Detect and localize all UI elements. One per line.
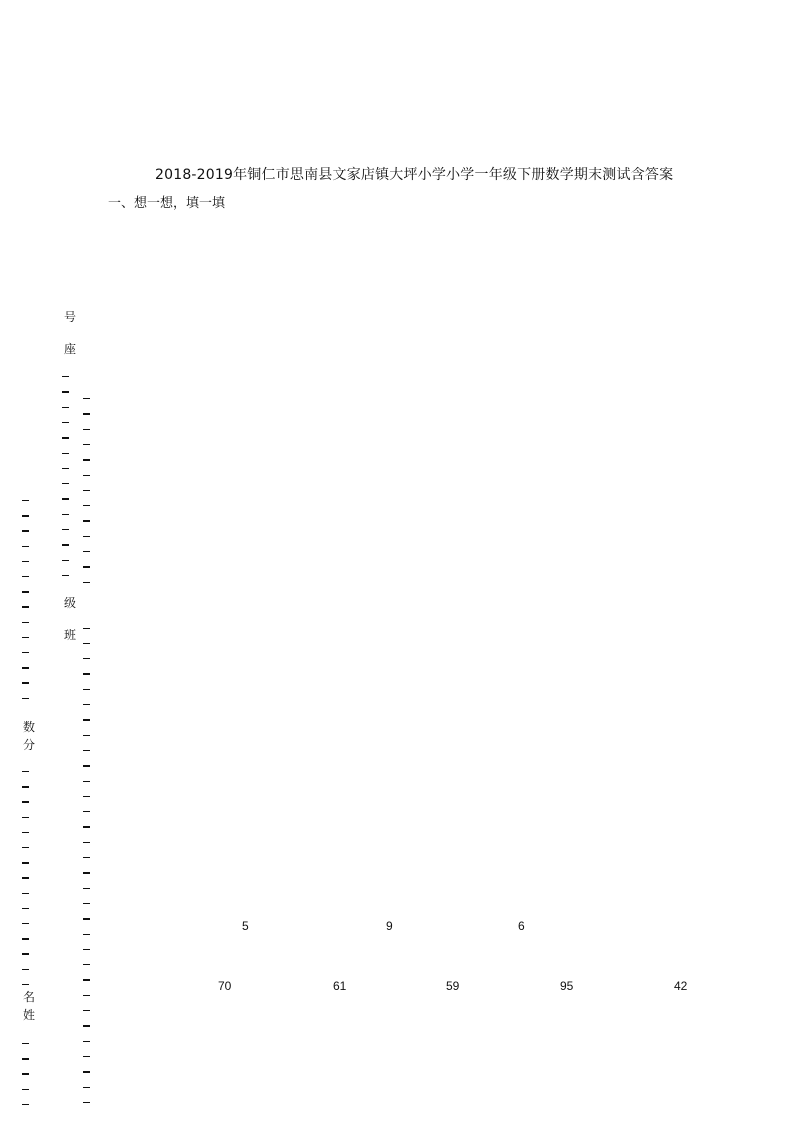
binding-dash xyxy=(83,444,90,445)
binding-dash xyxy=(83,735,90,736)
binding-dash xyxy=(83,888,90,889)
number-item: 61 xyxy=(333,979,347,993)
binding-dash xyxy=(83,658,90,659)
binding-dash xyxy=(83,429,90,430)
name-label-char: 名 xyxy=(22,990,35,1004)
class-label-char: 班 xyxy=(63,628,76,642)
binding-dash xyxy=(22,546,29,547)
binding-dash xyxy=(62,483,69,484)
binding-dash xyxy=(22,606,29,607)
binding-dash xyxy=(62,376,69,377)
binding-dash xyxy=(83,995,90,996)
seat-label-char: 座 xyxy=(63,342,76,356)
binding-dash xyxy=(62,514,69,515)
binding-dash xyxy=(22,938,29,939)
binding-dash xyxy=(62,422,69,423)
binding-dash xyxy=(62,468,69,469)
binding-dash xyxy=(22,1058,29,1059)
binding-dash xyxy=(83,551,90,552)
binding-dash xyxy=(22,576,29,577)
seat-label-char: 号 xyxy=(63,310,76,324)
binding-dash xyxy=(22,698,29,699)
binding-dash xyxy=(22,652,29,653)
name-label-char: 姓 xyxy=(22,1008,35,1022)
binding-dash xyxy=(83,765,90,766)
binding-dash xyxy=(83,1025,90,1026)
binding-dash xyxy=(83,582,90,583)
binding-dash xyxy=(22,667,29,668)
binding-dash xyxy=(83,826,90,827)
binding-dash xyxy=(22,984,29,985)
binding-dash xyxy=(83,1087,90,1088)
binding-dash xyxy=(83,490,90,491)
binding-dash xyxy=(83,903,90,904)
binding-dash xyxy=(83,628,90,629)
binding-dash xyxy=(22,1073,29,1074)
number-item: 95 xyxy=(560,979,574,993)
binding-dash xyxy=(83,1056,90,1057)
binding-dash xyxy=(22,500,29,501)
binding-dash xyxy=(83,964,90,965)
binding-dash xyxy=(83,520,90,521)
binding-dash xyxy=(83,475,90,476)
document-title: 2018-2019年铜仁市思南县文家店镇大坪小学小学一年级下册数学期末测试含答案 xyxy=(155,167,674,183)
binding-dash xyxy=(83,750,90,751)
binding-dash xyxy=(83,949,90,950)
binding-dash xyxy=(22,817,29,818)
binding-dash xyxy=(22,682,29,683)
binding-dash xyxy=(83,857,90,858)
score-label-char: 数 xyxy=(22,720,35,734)
binding-dash xyxy=(83,704,90,705)
binding-dash xyxy=(22,771,29,772)
number-item: 9 xyxy=(386,919,393,933)
binding-dash xyxy=(22,969,29,970)
binding-dash xyxy=(83,1071,90,1072)
binding-dash xyxy=(62,407,69,408)
binding-dash xyxy=(22,847,29,848)
binding-dash xyxy=(62,391,69,392)
binding-dash xyxy=(22,801,29,802)
binding-dash xyxy=(83,459,90,460)
binding-dash xyxy=(22,561,29,562)
binding-dash xyxy=(83,673,90,674)
binding-dash xyxy=(22,1104,29,1105)
number-item: 70 xyxy=(218,979,232,993)
binding-dash xyxy=(83,689,90,690)
binding-dash xyxy=(22,1089,29,1090)
class-label-char: 级 xyxy=(63,596,76,610)
binding-dash xyxy=(83,842,90,843)
number-item: 59 xyxy=(446,979,460,993)
number-item: 42 xyxy=(674,979,688,993)
binding-dash xyxy=(83,1010,90,1011)
binding-dash xyxy=(83,1041,90,1042)
binding-dash xyxy=(22,923,29,924)
binding-dash xyxy=(83,566,90,567)
binding-dash xyxy=(62,437,69,438)
score-label-char: 分 xyxy=(22,738,35,752)
binding-dash xyxy=(62,575,69,576)
binding-dash xyxy=(83,781,90,782)
binding-dash xyxy=(83,413,90,414)
binding-dash xyxy=(22,832,29,833)
binding-dash xyxy=(83,643,90,644)
binding-dash xyxy=(62,560,69,561)
binding-dash xyxy=(83,1102,90,1103)
binding-dash xyxy=(22,786,29,787)
binding-dash xyxy=(22,622,29,623)
binding-dash xyxy=(83,979,90,980)
binding-dash xyxy=(22,591,29,592)
binding-dash xyxy=(62,529,69,530)
binding-dash xyxy=(22,862,29,863)
binding-dash xyxy=(22,877,29,878)
binding-dash xyxy=(83,505,90,506)
binding-dash xyxy=(22,1043,29,1044)
binding-dash xyxy=(83,918,90,919)
binding-dash xyxy=(83,934,90,935)
binding-dash xyxy=(22,530,29,531)
binding-dash xyxy=(62,453,69,454)
binding-dash xyxy=(83,796,90,797)
binding-dash xyxy=(83,872,90,873)
binding-dash xyxy=(83,398,90,399)
binding-dash xyxy=(22,908,29,909)
binding-dash xyxy=(62,498,69,499)
number-item: 5 xyxy=(242,919,249,933)
binding-dash xyxy=(83,811,90,812)
binding-dash xyxy=(83,536,90,537)
binding-dash xyxy=(83,719,90,720)
binding-dash xyxy=(22,637,29,638)
binding-dash xyxy=(22,953,29,954)
binding-dash xyxy=(62,544,69,545)
number-item: 6 xyxy=(518,919,525,933)
section-heading: 一、想一想，填一填 xyxy=(108,196,226,211)
binding-dash xyxy=(22,893,29,894)
binding-dash xyxy=(22,515,29,516)
